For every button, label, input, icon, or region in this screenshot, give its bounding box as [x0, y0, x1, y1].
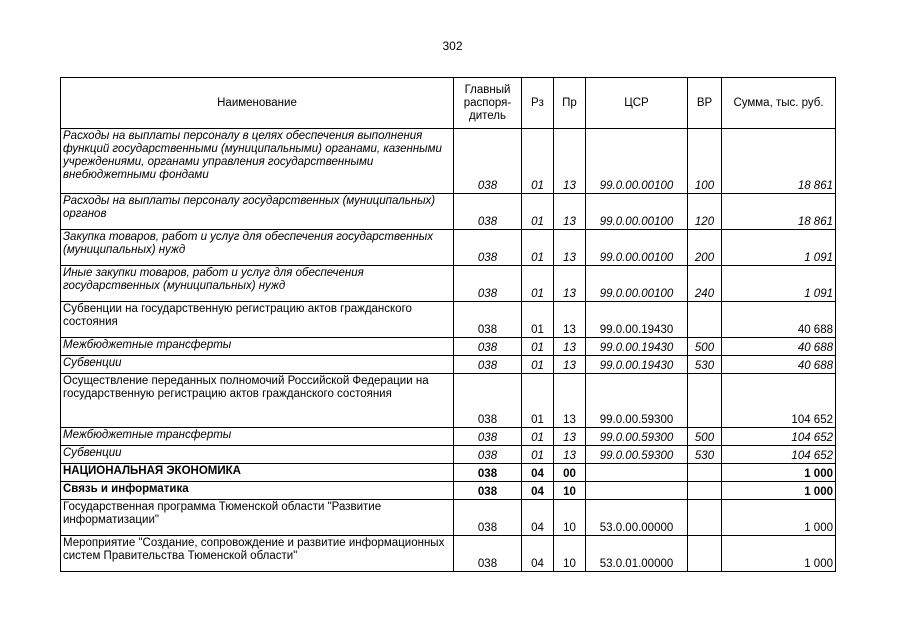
row-main-manager-cell: 038	[454, 428, 522, 446]
row-sum-cell: 1 091	[722, 230, 836, 266]
table-body	[61, 129, 836, 572]
table-row	[61, 302, 836, 338]
row-main-manager-cell: 038	[454, 500, 522, 536]
header-name: Наименование	[61, 78, 454, 129]
row-csr-cell	[586, 482, 688, 500]
row-pr-cell: 00	[554, 464, 586, 482]
row-vr-cell: 530	[688, 446, 722, 464]
row-sum-cell: 1 000	[722, 482, 836, 500]
row-main-manager-cell: 038	[454, 482, 522, 500]
row-pr-cell: 10	[554, 482, 586, 500]
row-sum-cell: 1 000	[722, 464, 836, 482]
row-main-manager-cell: 038	[454, 266, 522, 302]
table-row	[61, 482, 836, 500]
header-row	[61, 78, 836, 129]
row-name-cell: Мероприятие "Создание, сопровождение и развитие информационных систем Правительства Тюменской области"	[61, 536, 454, 572]
row-rz-cell: 04	[522, 500, 554, 536]
row-main-manager-cell: 038	[454, 302, 522, 338]
row-rz-cell: 01	[522, 374, 554, 428]
header-sum: Сумма, тыс. руб.	[722, 78, 836, 129]
row-sum-cell: 1 000	[722, 536, 836, 572]
row-pr-cell: 13	[554, 194, 586, 230]
row-name-cell: Расходы на выплаты персоналу государственных (муниципальных) органов	[61, 194, 454, 230]
row-name-cell: Иные закупки товаров, работ и услуг для обеспечения государственных (муниципальных) нужд	[61, 266, 454, 302]
row-vr-cell	[688, 500, 722, 536]
row-name-cell: Межбюджетные трансферты	[61, 428, 454, 446]
table-row	[61, 446, 836, 464]
row-sum-cell: 40 688	[722, 338, 836, 356]
row-vr-cell: 500	[688, 338, 722, 356]
row-main-manager-cell: 038	[454, 446, 522, 464]
row-sum-cell: 40 688	[722, 302, 836, 338]
row-main-manager-cell: 038	[454, 194, 522, 230]
row-name-cell: Субвенции	[61, 356, 454, 374]
row-sum-cell: 1 000	[722, 500, 836, 536]
row-rz-cell: 01	[522, 266, 554, 302]
row-csr-cell	[586, 464, 688, 482]
row-name-cell: Осуществление переданных полномочий Российской Федерации на государственную регистрацию актов гражданского состояния	[61, 374, 454, 428]
row-main-manager-cell: 038	[454, 374, 522, 428]
row-vr-cell	[688, 374, 722, 428]
row-rz-cell: 01	[522, 230, 554, 266]
row-rz-cell: 01	[522, 446, 554, 464]
table-row	[61, 194, 836, 230]
row-name-cell: Субвенции	[61, 446, 454, 464]
row-csr-cell: 99.0.00.59300	[586, 428, 688, 446]
row-sum-cell: 18 861	[722, 194, 836, 230]
row-vr-cell: 530	[688, 356, 722, 374]
row-name-cell: Межбюджетные трансферты	[61, 338, 454, 356]
row-vr-cell: 500	[688, 428, 722, 446]
row-rz-cell: 04	[522, 536, 554, 572]
row-pr-cell: 13	[554, 446, 586, 464]
row-csr-cell: 99.0.00.00100	[586, 266, 688, 302]
budget-table	[60, 77, 836, 572]
row-vr-cell: 200	[688, 230, 722, 266]
row-rz-cell: 01	[522, 428, 554, 446]
row-vr-cell	[688, 482, 722, 500]
row-csr-cell: 99.0.00.00100	[586, 230, 688, 266]
header-csr: ЦСР	[586, 78, 688, 129]
row-pr-cell: 13	[554, 302, 586, 338]
row-sum-cell: 18 861	[722, 129, 836, 194]
table-row	[61, 129, 836, 194]
row-sum-cell: 104 652	[722, 446, 836, 464]
table-row	[61, 356, 836, 374]
row-rz-cell: 04	[522, 464, 554, 482]
row-main-manager-cell: 038	[454, 230, 522, 266]
row-main-manager-cell: 038	[454, 536, 522, 572]
header-pr: Пр	[554, 78, 586, 129]
table-row	[61, 536, 836, 572]
row-csr-cell: 99.0.00.19430	[586, 302, 688, 338]
row-csr-cell: 99.0.00.59300	[586, 374, 688, 428]
row-name-cell: НАЦИОНАЛЬНАЯ ЭКОНОМИКА	[61, 464, 454, 482]
row-rz-cell: 01	[522, 194, 554, 230]
row-pr-cell: 13	[554, 338, 586, 356]
row-pr-cell: 13	[554, 266, 586, 302]
table-row	[61, 374, 836, 428]
table-row	[61, 338, 836, 356]
row-vr-cell	[688, 536, 722, 572]
row-rz-cell: 01	[522, 129, 554, 194]
table-row	[61, 266, 836, 302]
row-csr-cell: 99.0.00.00100	[586, 194, 688, 230]
row-main-manager-cell: 038	[454, 464, 522, 482]
row-vr-cell: 240	[688, 266, 722, 302]
table-row	[61, 464, 836, 482]
row-main-manager-cell: 038	[454, 338, 522, 356]
row-sum-cell: 1 091	[722, 266, 836, 302]
row-main-manager-cell: 038	[454, 356, 522, 374]
table-row	[61, 230, 836, 266]
row-rz-cell: 01	[522, 356, 554, 374]
row-sum-cell: 40 688	[722, 356, 836, 374]
header-rz: Рз	[522, 78, 554, 129]
row-name-cell: Расходы на выплаты персоналу в целях обеспечения выполнения функций государственными (муниципальными) органами, казенными учреждениями, органами управления государственными внебюджетными фондами	[61, 129, 454, 194]
row-pr-cell: 13	[554, 428, 586, 446]
row-rz-cell: 01	[522, 338, 554, 356]
row-vr-cell	[688, 302, 722, 338]
row-vr-cell: 120	[688, 194, 722, 230]
header-vr: ВР	[688, 78, 722, 129]
row-name-cell: Субвенции на государственную регистрацию актов гражданского состояния	[61, 302, 454, 338]
row-pr-cell: 10	[554, 536, 586, 572]
row-vr-cell: 100	[688, 129, 722, 194]
row-csr-cell: 99.0.00.19430	[586, 356, 688, 374]
row-name-cell: Связь и информатика	[61, 482, 454, 500]
row-pr-cell: 13	[554, 230, 586, 266]
row-csr-cell: 99.0.00.19430	[586, 338, 688, 356]
header-main-manager: Главный распоря-дитель	[454, 78, 522, 129]
row-sum-cell: 104 652	[722, 374, 836, 428]
row-csr-cell: 99.0.00.59300	[586, 446, 688, 464]
row-main-manager-cell: 038	[454, 129, 522, 194]
table-row	[61, 500, 836, 536]
row-pr-cell: 13	[554, 129, 586, 194]
row-sum-cell: 104 652	[722, 428, 836, 446]
row-pr-cell: 13	[554, 356, 586, 374]
row-rz-cell: 04	[522, 482, 554, 500]
row-csr-cell: 53.0.01.00000	[586, 536, 688, 572]
row-csr-cell: 53.0.00.00000	[586, 500, 688, 536]
table-row	[61, 428, 836, 446]
row-name-cell: Государственная программа Тюменской области "Развитие информатизации"	[61, 500, 454, 536]
row-rz-cell: 01	[522, 302, 554, 338]
page-number: 302	[442, 39, 463, 53]
row-vr-cell	[688, 464, 722, 482]
row-pr-cell: 13	[554, 374, 586, 428]
row-name-cell: Закупка товаров, работ и услуг для обеспечения государственных (муниципальных) нужд	[61, 230, 454, 266]
row-csr-cell: 99.0.00.00100	[586, 129, 688, 194]
row-pr-cell: 10	[554, 500, 586, 536]
